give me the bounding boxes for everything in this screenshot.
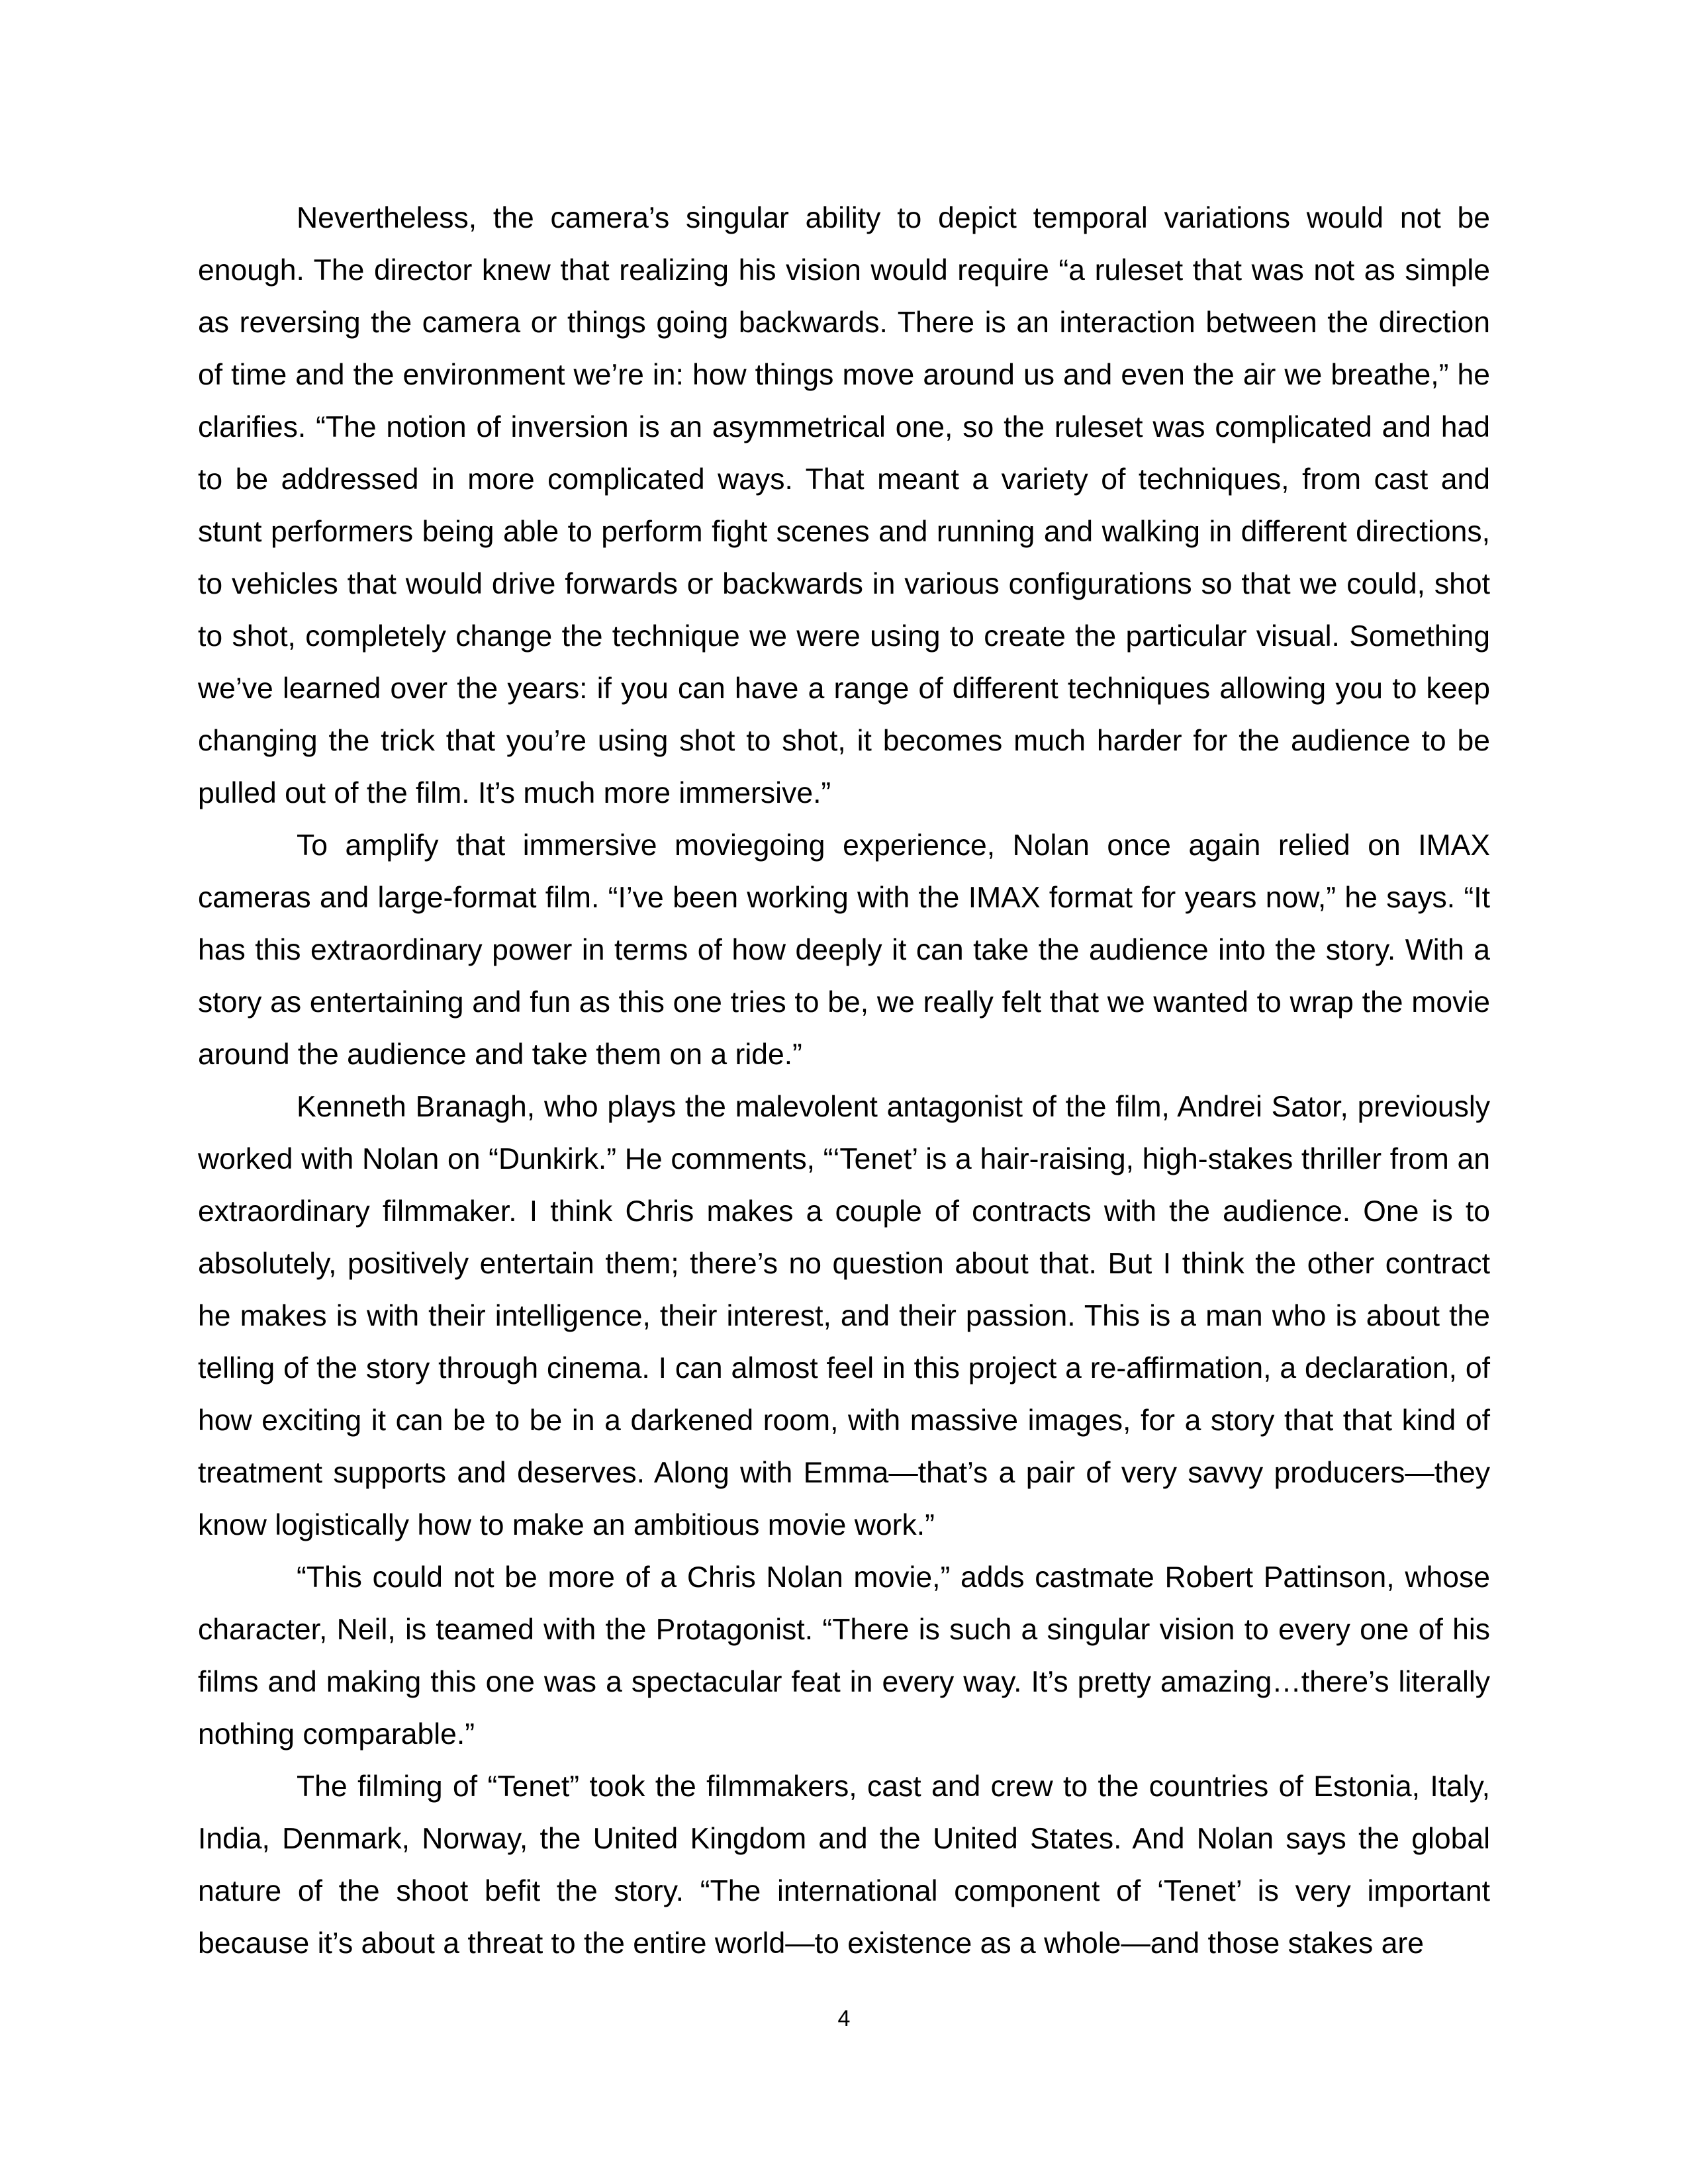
body-text (198, 192, 1490, 1970)
paragraph-branagh-quote: Kenneth Branagh, who plays the malevolent antagonist of the film, Andrei Sator, previously worked with Nolan on “Dunkirk.” He comments, “‘Tenet’ is a hair-raising, high-stakes thriller from an extraordinary filmmaker. I think Chris makes a couple of contracts with the audience. One is to absolutely, positively entertain them; there’s no question about that. But I think the other contract he makes is with their intelligence, their interest, and their passion. This is a man who is about the telling of the story through cinema. I can almost feel in this project a re-affirmation, a declaration, of how exciting it can be to be in a darkened room, with massive images, for a story that that kind of treatment supports and deserves. Along with Emma—that’s a pair of very savvy producers—they know logistically how to make an ambitious movie work.” (198, 1091, 1490, 1541)
paragraph-imax-format: To amplify that immersive moviegoing experience, Nolan once again relied on IMAX cameras and large-format film. “I’ve been working with the IMAX format for years now,” he says. “It has this extraordinary power in terms of how deeply it can take the audience into the story. With a story as entertaining and fun as this one tries to be, we really felt that we wanted to wrap the movie around the audience and take them on a ride.” (198, 829, 1490, 1071)
paragraph-pattinson-quote: “This could not be more of a Chris Nolan movie,” adds castmate Robert Pattinson, whose character, Neil, is teamed with the Protagonist. “There is such a singular vision to every one of his films and making this one was a spectacular feat in every way. It’s pretty amazing…there’s literally nothing comparable.” (198, 1561, 1490, 1751)
page-number: 4 (837, 2006, 851, 2031)
paragraph-filming-locations: The filming of “Tenet” took the filmmakers, cast and crew to the countries of Estonia, Italy, India, Denmark, Norway, the United Kingdom and the United States. And Nolan says the global nature of the shoot befit the story. “The international component of ‘Tenet’ is very important because it’s about a threat to the entire world—to existence as a whole—and those stakes are (198, 1770, 1490, 1960)
paragraph-camera-ruleset: Nevertheless, the camera’s singular ability to depict temporal variations would not be enough. The director knew that realizing his vision would require “a ruleset that was not as simple as reversing the camera or things going backwards. There is an interaction between the direction of time and the environment we’re in: how things move around us and even the air we breathe,” he clarifies. “The notion of inversion is an asymmetrical one, so the ruleset was complicated and had to be addressed in more complicated ways. That meant a variety of techniques, from cast and stunt performers being able to perform fight scenes and running and walking in different directions, to vehicles that would drive forwards or backwards in various configurations so that we could, shot to shot, completely change the technique we were using to create the particular visual. Something we’ve learned over the years: if you can have a range of different techniques allowing you to keep changing the trick that you’re using shot to shot, it becomes much harder for the audience to be pulled out of the film. It’s much more immersive.” (198, 202, 1490, 809)
